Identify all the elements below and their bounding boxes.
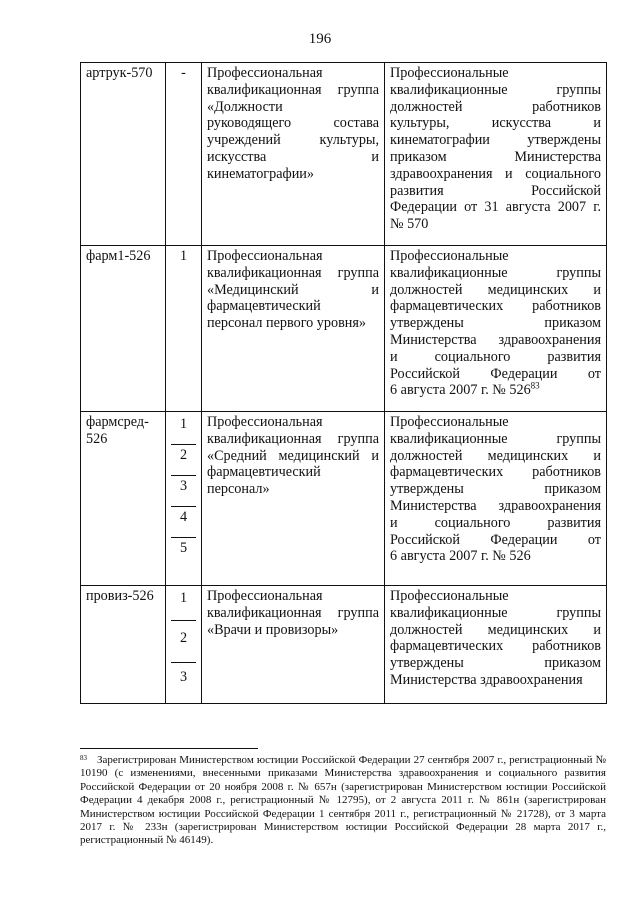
footnote-ref: 83: [530, 380, 540, 391]
level-number: 1: [171, 414, 196, 445]
basis-line: [390, 382, 601, 399]
level-number: 1: [166, 246, 202, 412]
row-code: артрук-570: [81, 63, 166, 246]
level-number: -: [166, 63, 202, 246]
footnote: [80, 754, 606, 848]
group-cell: [202, 412, 385, 586]
row-code-line: фармсред-: [86, 414, 149, 430]
group-line: квалификационная группа: [207, 604, 379, 621]
group-line: фармацевтический: [207, 464, 321, 481]
basis-line: приказом Министерства: [390, 148, 601, 165]
footnote-mark: 83: [80, 754, 87, 762]
group-line: Профессиональная: [207, 65, 323, 81]
table-row: [81, 63, 607, 246]
group-line: кинематографии»: [207, 165, 314, 182]
level-stack: [166, 412, 202, 586]
group-line: «Средний медицинский и: [207, 447, 379, 464]
basis-line: Профессиональные: [390, 588, 509, 604]
basis-line: Министерства здравоохранения: [390, 331, 601, 348]
footnote-divider: [80, 748, 258, 749]
footnote-text: Зарегистрирован Министерством юстиции Российской Федерации 27 сентября 2007 г., регистрационный № 10190 (с изменениями, внесенными приказами Министерства здравоохранения и социального развития Российской Федерации от 20 ноября 2008 г. № 657н (зарегистрирован Министерством юстиции Российской Федерации 4 декабря 2008 г., регистрационный № 12795), от 2 августа 2011 г. № 861н (зарегистрирован Министерством юстиции Российской Федерации 1 сентября 2011 г., регистрационный № 21728), от 3 марта 2017 г. № 233н (зарегистрирован Министерством юстиции Российской Федерации 28 марта 2017 г., регистрационный № 46149).: [80, 754, 606, 847]
qualification-table: [80, 62, 607, 704]
basis-line: фармацевтических работников: [390, 638, 601, 655]
basis-line: Министерства здравоохранения: [390, 671, 583, 688]
basis-line: квалификационные группы: [390, 264, 601, 281]
basis-line: и социального развития: [390, 348, 601, 365]
basis-cell: [385, 63, 607, 246]
group-cell: [202, 63, 385, 246]
level-number: 2: [171, 621, 196, 663]
basis-line: утверждены приказом: [390, 315, 601, 332]
basis-line: Профессиональные: [390, 248, 509, 264]
row-code: [81, 412, 166, 586]
group-line: Профессиональная: [207, 414, 323, 430]
basis-line: Министерства здравоохранения: [390, 497, 601, 514]
basis-line: квалификационные группы: [390, 604, 601, 621]
basis-line: здравоохранения и социального: [390, 165, 601, 182]
basis-line: должностей медицинских и: [390, 447, 601, 464]
group-line: персонал»: [207, 481, 270, 498]
group-line: «Врачи и провизоры»: [207, 621, 339, 638]
basis-line: 6 августа 2007 г. № 526: [390, 548, 531, 565]
level-number: 3: [171, 476, 196, 507]
table-row: [81, 246, 607, 412]
table-row: [81, 586, 607, 704]
basis-line: фармацевтических работников: [390, 298, 601, 315]
basis-line-text: 6 августа 2007 г. № 526: [390, 382, 531, 399]
row-code: фарм1-526: [81, 246, 166, 412]
group-line: квалификационная группа: [207, 81, 379, 98]
group-line: персонал первого уровня»: [207, 315, 366, 332]
basis-line: должностей работников: [390, 98, 601, 115]
basis-cell: [385, 246, 607, 412]
group-line: квалификационная группа: [207, 430, 379, 447]
group-line: искусства и: [207, 148, 379, 165]
group-line: квалификационная группа: [207, 264, 379, 281]
basis-line: квалификационные группы: [390, 81, 601, 98]
group-line: фармацевтический: [207, 298, 321, 315]
basis-line: Российской Федерации от: [390, 531, 601, 548]
level-number: 4: [171, 507, 196, 538]
basis-line: и социального развития: [390, 514, 601, 531]
level-number: 1: [171, 588, 196, 621]
group-line: учреждений культуры,: [207, 132, 379, 149]
group-line: руководящего состава: [207, 115, 379, 132]
level-stack: [166, 586, 202, 704]
basis-line: развития Российской: [390, 182, 601, 199]
basis-line: утверждены приказом: [390, 481, 601, 498]
basis-line: кинематографии утверждены: [390, 132, 601, 149]
group-line: Профессиональная: [207, 588, 323, 604]
table-row: [81, 412, 607, 586]
basis-line: квалификационные группы: [390, 430, 601, 447]
level-number: 5: [179, 540, 188, 556]
row-code: провиз-526: [81, 586, 166, 704]
level-number: 3: [179, 669, 188, 685]
basis-line: должностей медицинских и: [390, 281, 601, 298]
page-number: 196: [308, 31, 332, 47]
basis-cell: [385, 412, 607, 586]
basis-line: Профессиональные: [390, 414, 509, 430]
row-code-line: 526: [86, 430, 108, 447]
basis-line: Федерации от 31 августа 2007 г.: [390, 199, 601, 216]
basis-line: фармацевтических работников: [390, 464, 601, 481]
basis-line: утверждены приказом: [390, 655, 601, 672]
group-cell: [202, 586, 385, 704]
group-line: «Медицинский и: [207, 281, 379, 298]
basis-line: Профессиональные: [390, 65, 509, 81]
group-line: «Должности: [207, 98, 283, 115]
level-number: 2: [171, 445, 196, 476]
basis-line: должностей медицинских и: [390, 621, 601, 638]
group-line: Профессиональная: [207, 248, 323, 264]
basis-line: Российской Федерации от: [390, 365, 601, 382]
group-cell: [202, 246, 385, 412]
basis-cell: [385, 586, 607, 704]
basis-line: № 570: [390, 216, 429, 233]
basis-line: культуры, искусства и: [390, 115, 601, 132]
